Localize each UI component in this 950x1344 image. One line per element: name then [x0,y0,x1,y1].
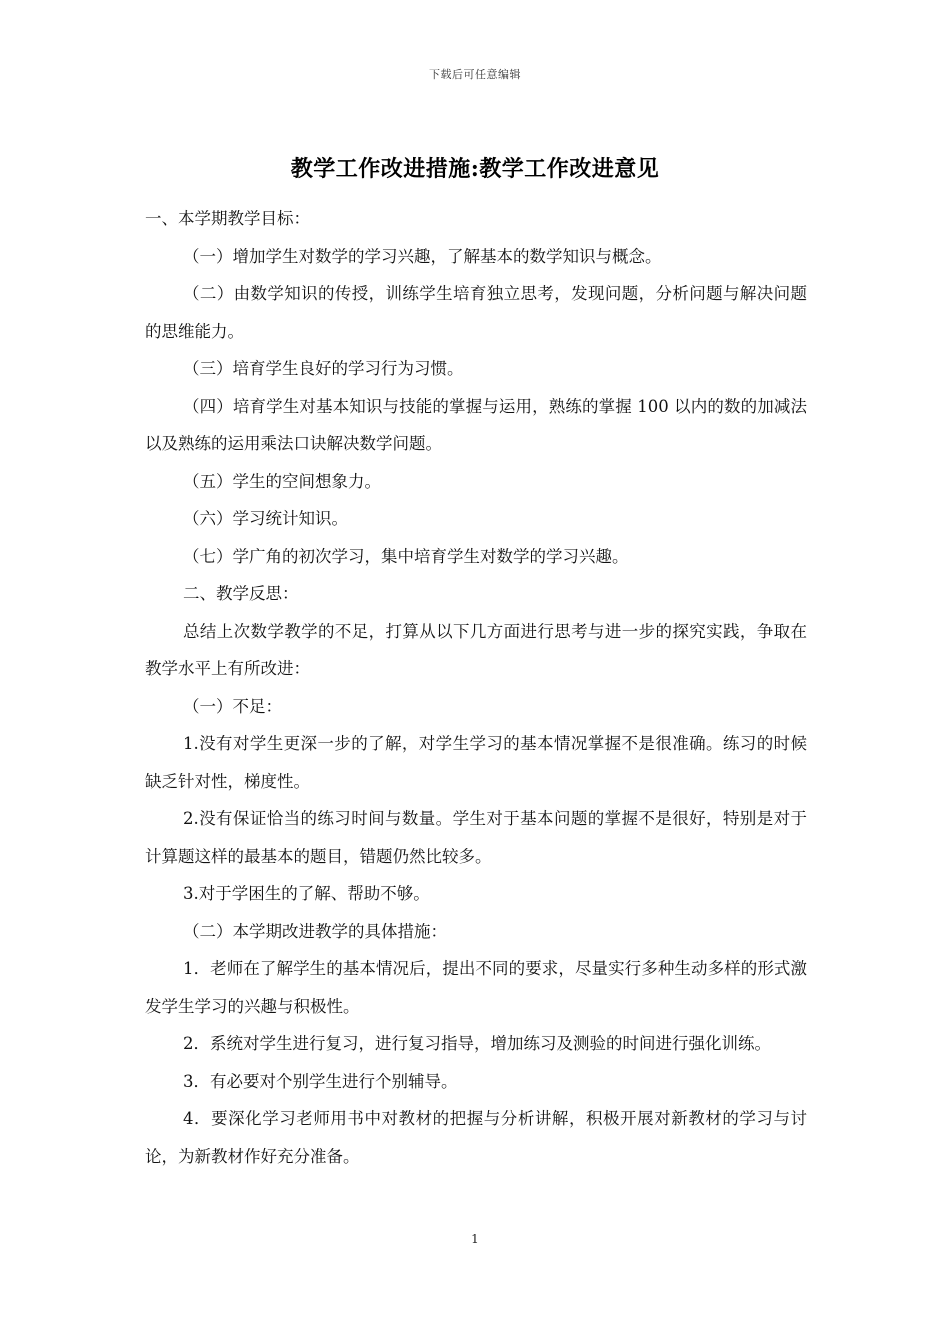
section1-heading: 一、本学期教学目标： [145,209,310,228]
shortcoming-item-1: 1.没有对学生更深一步的了解，对学生学习的基本情况掌握不是很准确。练习的时候缺乏针对性，梯度性。 [145,734,807,791]
shortcomings-heading: （一）不足： [183,696,282,716]
section2-heading: 二、教学反思： [183,584,299,603]
document-body [145,200,807,1175]
shortcoming-item-2: 2.没有保证恰当的练习时间与数量。学生对于基本问题的掌握不是很好，特别是对于计算题这样的最基本的题目，错题仍然比较多。 [145,809,807,866]
goal-item-3: （三）培育学生良好的学习行为习惯。 [183,359,464,378]
goal-item-4: （四）培育学生对基本知识与技能的掌握与运用，熟练的掌握 100 以内的数的加减法以及熟练的运用乘法口诀解决数学问题。 [145,396,807,453]
goal-item-5: （五）学生的空间想象力。 [183,471,381,491]
goal-item-2: （二）由数学知识的传授，训练学生培育独立思考，发现问题，分析问题与解决问题的思维能力。 [145,284,807,341]
document-title: 教学工作改进措施:教学工作改进意见 [290,156,660,182]
measure-item-4: 4．要深化学习老师用书中对教材的把握与分析讲解，积极开展对新教材的学习与讨论，为新教材作好充分准备。 [145,1109,807,1166]
measures-heading: （二）本学期改进教学的具体措施： [183,921,447,941]
measure-item-1: 1．老师在了解学生的基本情况后，提出不同的要求，尽量实行多种生动多样的形式激发学生学习的兴趣与积极性。 [145,959,807,1016]
goal-item-1: （一）增加学生对数学的学习兴趣，了解基本的数学知识与概念。 [183,246,662,266]
goal-item-6: （六）学习统计知识。 [183,509,348,528]
page-number: 1 [471,1232,479,1246]
section2-intro: 总结上次数学教学的不足，打算从以下几方面进行思考与进一步的探究实践，争取在教学水平上有所改进： [145,621,807,678]
goal-item-7: （七）学广角的初次学习，集中培育学生对数学的学习兴趣。 [183,546,629,566]
measure-item-2: 2．系统对学生进行复习，进行复习指导，增加练习及测验的时间进行强化训练。 [183,1034,771,1053]
header-note: 下载后可任意编辑 [429,68,521,81]
shortcoming-item-3: 3.对于学困生的了解、帮助不够。 [183,884,430,903]
measure-item-3: 3．有必要对个别学生进行个别辅导。 [183,1071,458,1091]
